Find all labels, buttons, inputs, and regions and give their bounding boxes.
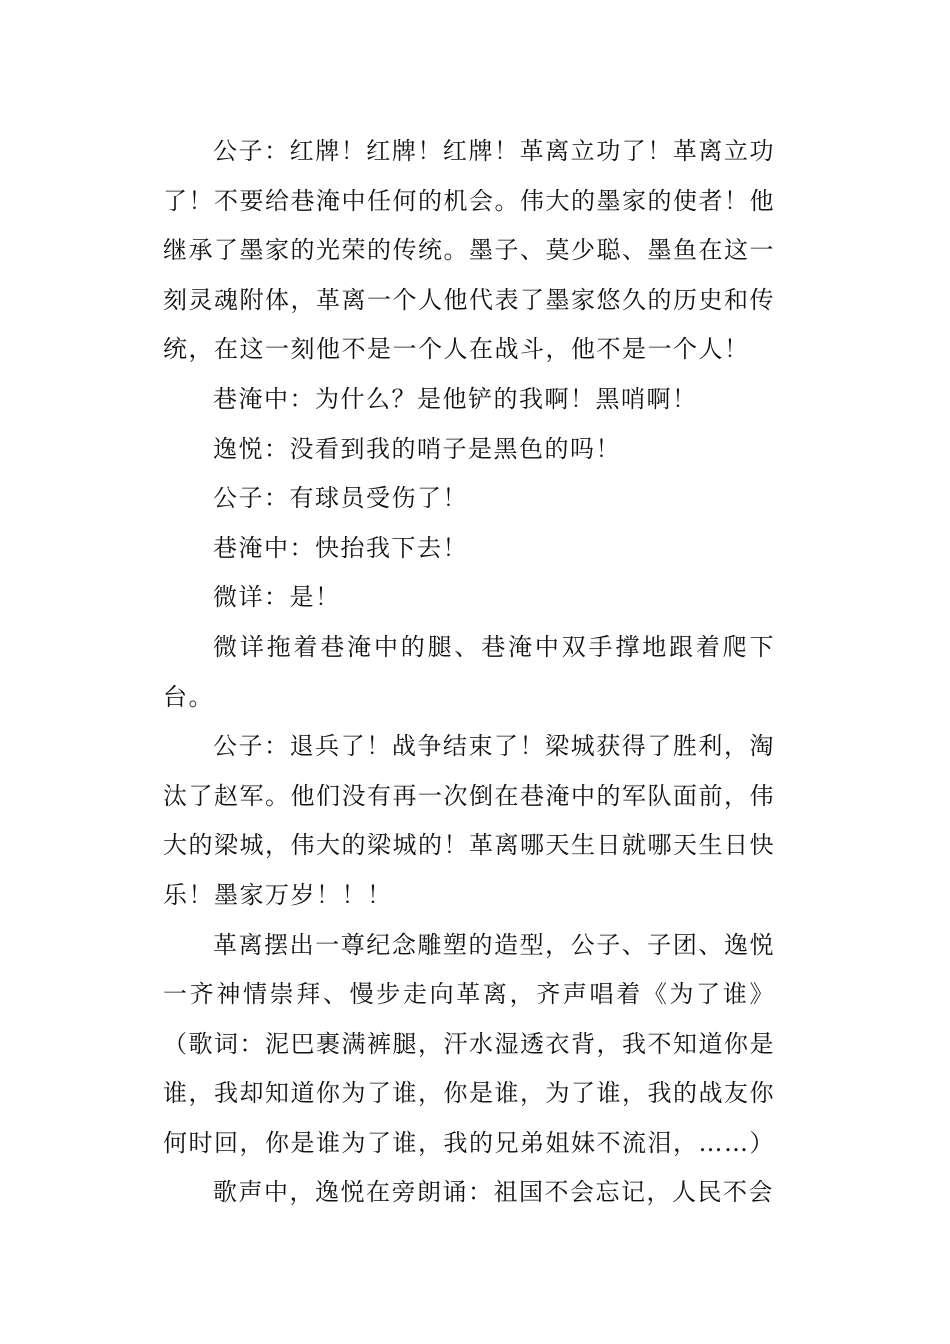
paragraph: 巷淹中：为什么？是他铲的我啊！黑哨啊！ [213, 384, 698, 413]
document-body [163, 127, 775, 1218]
paragraph: 公子：红牌！红牌！红牌！革离立功了！革离立功了！不要给巷淹中任何的机会。伟大的墨家的使者！他继承了墨家的光荣的传统。墨子、莫少聪、墨鱼在这一刻灵魂附体，革离一个人他代表了墨家悠久的历史和传统，在这一刻他不是一个人在战斗，他不是一个人！ [163, 137, 775, 364]
paragraph: 巷淹中：快抬我下去！ [213, 533, 468, 562]
paragraph: 公子：有球员受伤了！ [213, 484, 468, 513]
paragraph: 公子：退兵了！战争结束了！梁城获得了胜利，淘汰了赵军。他们没有再一次倒在巷淹中的军队面前，伟大的梁城，伟大的梁城的！革离哪天生日就哪天生日快乐！墨家万岁！！！ [163, 732, 775, 909]
paragraph: 微详拖着巷淹中的腿、巷淹中双手撑地跟着爬下台。 [163, 632, 775, 711]
paragraph: 革离摆出一尊纪念雕塑的造型，公子、子团、逸悦一齐神情崇拜、慢步走向革离，齐声唱着《为了谁》（歌词：泥巴裹满裤腿，汗水湿透衣背，我不知道你是谁，我却知道你为了谁，你是谁，为了谁，我的战友你何时回，你是谁为了谁，我的兄弟姐妹不流泪，……） [163, 930, 775, 1157]
paragraph: 歌声中，逸悦在旁朗诵：祖国不会忘记，人民不会 [213, 1178, 774, 1207]
paragraph: 微详：是！ [213, 583, 341, 612]
paragraph: 逸悦：没看到我的哨子是黑色的吗！ [213, 434, 621, 463]
